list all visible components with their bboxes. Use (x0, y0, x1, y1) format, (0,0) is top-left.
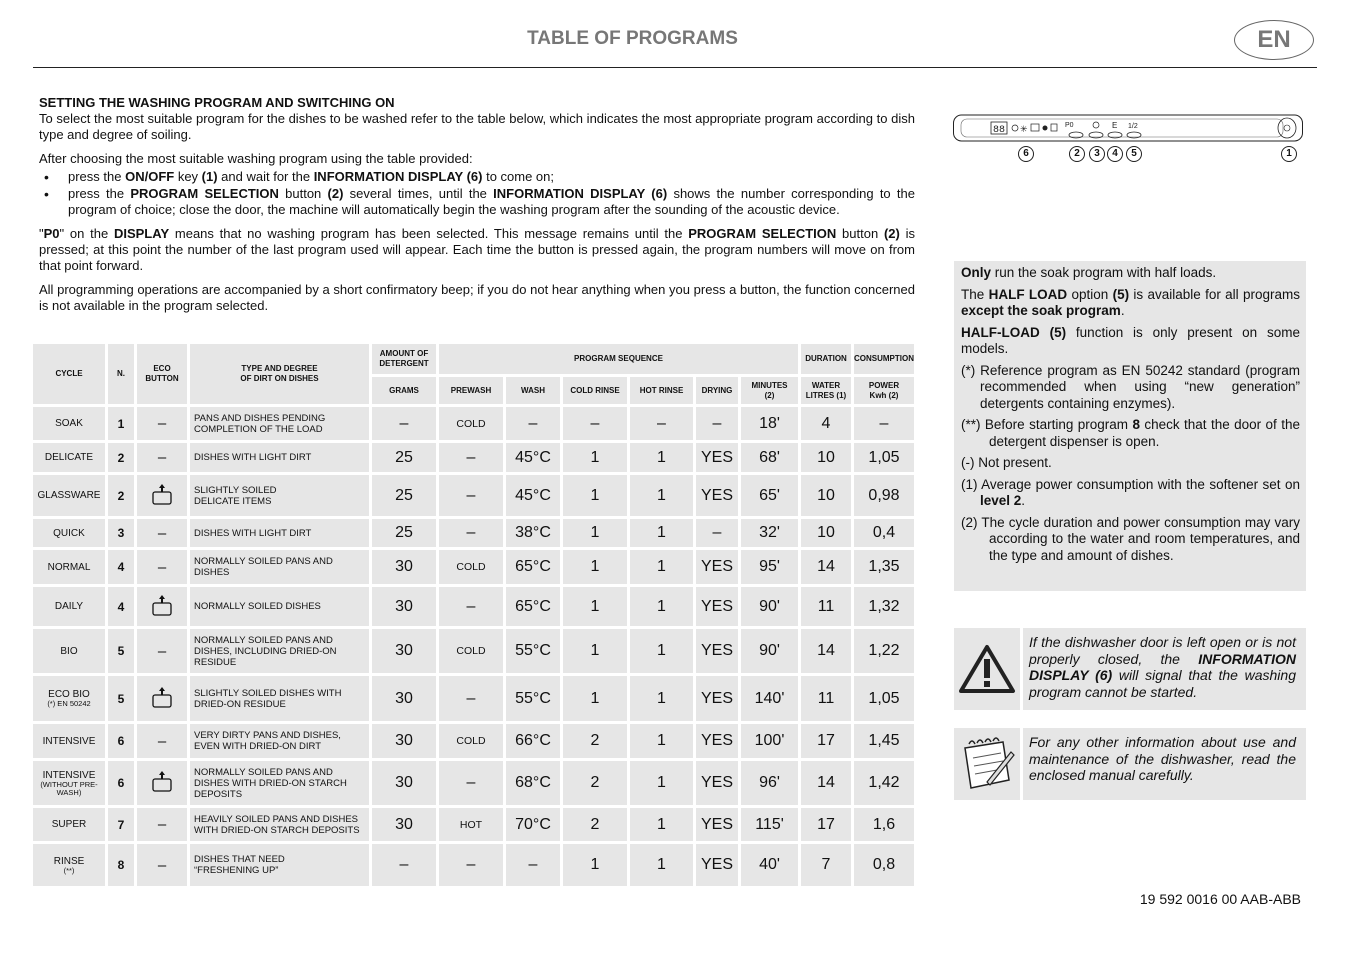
hot-rinse-cell: 1 (630, 724, 693, 758)
document-code: 19 592 0016 00 AAB-ABB (1139, 891, 1301, 907)
callout-number: 4 (1107, 146, 1123, 162)
water-cell: 11 (801, 676, 851, 721)
wash-cell: 70°C (506, 808, 560, 841)
eco-button-icon (151, 493, 173, 510)
svg-text:88: 88 (993, 125, 1006, 136)
prewash-cell: – (439, 475, 503, 516)
instruction-list (39, 169, 915, 218)
cold-rinse-cell: 2 (563, 724, 627, 758)
eco-cell (137, 676, 187, 721)
description-cell: NORMALLY SOILED PANS AND DISHES (190, 550, 369, 584)
hot-rinse-cell: 1 (630, 475, 693, 516)
table-row (33, 519, 914, 547)
cycle-cell: ECO BIO (*) EN 50242 (33, 676, 105, 721)
cold-rinse-cell: 1 (563, 550, 627, 584)
grams-cell: 25 (372, 519, 436, 547)
section-heading: SETTING THE WASHING PROGRAM AND SWITCHING ON (39, 95, 395, 110)
number-cell: 4 (108, 550, 134, 584)
hot-rinse-cell: 1 (630, 550, 693, 584)
header-cycle: CYCLE (33, 344, 105, 404)
cold-rinse-cell: 2 (563, 808, 627, 841)
drying-cell: YES (696, 808, 738, 841)
number-cell: 5 (108, 629, 134, 673)
minutes-cell: 18' (741, 407, 798, 440)
callout-number: 3 (1089, 146, 1105, 162)
eco-cell (137, 761, 187, 805)
wash-cell: – (506, 844, 560, 886)
table-row (33, 676, 914, 721)
intro-paragraph: After choosing the most suitable washing program using the table provided: (39, 151, 473, 166)
minutes-cell: 65' (741, 475, 798, 516)
callout-number: 6 (1018, 146, 1034, 162)
programs-table (30, 341, 917, 889)
cycle-cell: QUICK (33, 519, 105, 547)
cycle-cell: INTENSIVE (33, 724, 105, 758)
number-cell: 6 (108, 761, 134, 805)
header-drying: DRYING (696, 377, 738, 404)
eco-button-icon (151, 696, 173, 713)
header-sequence: PROGRAM SEQUENCE (439, 344, 798, 374)
header-wash: WASH (506, 377, 560, 404)
hot-rinse-cell: 1 (630, 844, 693, 886)
cold-rinse-cell: 1 (563, 519, 627, 547)
hot-rinse-cell: 1 (630, 629, 693, 673)
water-cell: 10 (801, 443, 851, 472)
number-cell: 6 (108, 724, 134, 758)
svg-text:P0: P0 (1065, 122, 1074, 129)
power-cell: 1,42 (854, 761, 914, 805)
note: (2) The cycle duration and power consumption may vary according to the water and room temperatures, and the type and amount of dishes. (961, 514, 1300, 563)
description-cell: DISHES THAT NEED “FRESHENING UP” (190, 844, 369, 886)
eco-cell (137, 587, 187, 626)
cycle-cell: SOAK (33, 407, 105, 440)
eco-button-icon (151, 780, 173, 797)
intro-paragraph: To select the most suitable program for the dishes to be washed refer to the table below, which indicates the most appropriate program according to dish type and degree of soiling. (39, 111, 915, 142)
language-badge: EN (1234, 20, 1314, 60)
minutes-cell: 96' (741, 761, 798, 805)
table-row (33, 407, 914, 440)
grams-cell: 30 (372, 761, 436, 805)
drying-cell: YES (696, 550, 738, 584)
water-cell: 10 (801, 519, 851, 547)
table-row (33, 443, 914, 472)
number-cell: 8 (108, 844, 134, 886)
minutes-cell: 32' (741, 519, 798, 547)
number-cell: 5 (108, 676, 134, 721)
water-cell: 14 (801, 550, 851, 584)
cold-rinse-cell: 1 (563, 844, 627, 886)
wash-cell: 66°C (506, 724, 560, 758)
header-amount: AMOUNT OF DETERGENT (372, 344, 436, 374)
eco-cell: – (137, 407, 187, 440)
header-eco: ECO BUTTON (137, 344, 187, 404)
cold-rinse-cell: 1 (563, 629, 627, 673)
header-number: N. (108, 344, 134, 404)
drying-cell: YES (696, 629, 738, 673)
description-cell: NORMALLY SOILED PANS AND DISHES WITH DRIED-ON STARCH DEPOSITS (190, 761, 369, 805)
drying-cell: – (696, 407, 738, 440)
prewash-cell: – (439, 844, 503, 886)
drying-cell: YES (696, 587, 738, 626)
water-cell: 14 (801, 761, 851, 805)
svg-text:1/2: 1/2 (1128, 123, 1138, 130)
header-prewash: PREWASH (439, 377, 503, 404)
cycle-cell: GLASSWARE (33, 475, 105, 516)
header-type: TYPE AND DEGREE OF DIRT ON DISHES (190, 344, 369, 404)
wash-cell: 65°C (506, 587, 560, 626)
svg-text:✳: ✳ (1020, 124, 1028, 134)
power-cell: 1,6 (854, 808, 914, 841)
cold-rinse-cell: 1 (563, 676, 627, 721)
intro-paragraph: "P0" on the DISPLAY means that no washing program has been selected. This message remains until the PROGRAM SELECTION button (2) is pressed; at this point the number of the last program used will appear. Each time the button is pressed again, the program numbers will move on from that point forward. (39, 226, 915, 273)
wash-cell: 45°C (506, 475, 560, 516)
prewash-cell: COLD (439, 407, 503, 440)
hot-rinse-cell: 1 (630, 587, 693, 626)
cycle-cell: DAILY (33, 587, 105, 626)
warning-box (954, 628, 1306, 710)
grams-cell: – (372, 407, 436, 440)
minutes-cell: 95' (741, 550, 798, 584)
number-cell: 2 (108, 443, 134, 472)
grams-cell: 25 (372, 443, 436, 472)
cycle-cell: INTENSIVE (WITHOUT PRE-WASH) (33, 761, 105, 805)
note: (1) Average power consumption with the softener set on level 2. (961, 476, 1300, 508)
note: (*) Reference program as EN 50242 standard (program recommended when using “new generation” detergents containing enzymes). (961, 362, 1300, 411)
number-cell: 2 (108, 475, 134, 516)
cycle-cell: SUPER (33, 808, 105, 841)
header-water: WATER LITRES (1) (801, 377, 851, 404)
cold-rinse-cell: 1 (563, 587, 627, 626)
power-cell: 1,22 (854, 629, 914, 673)
eco-cell: – (137, 550, 187, 584)
notepad-icon (954, 728, 1020, 800)
eco-cell: – (137, 724, 187, 758)
grams-cell: 30 (372, 808, 436, 841)
control-panel-illustration (953, 114, 1303, 144)
grams-cell: 25 (372, 475, 436, 516)
description-cell: PANS AND DISHES PENDING COMPLETION OF THE LOAD (190, 407, 369, 440)
eco-button-icon (151, 604, 173, 621)
intro-paragraph: All programming operations are accompanied by a short confirmatory beep; if you do not hear anything when you press a button, the function concerned is not available in the program selected. (39, 282, 915, 313)
header-minutes: MINUTES (2) (741, 377, 798, 404)
eco-cell: – (137, 808, 187, 841)
warning-text: If the dishwasher door is left open or is not properly closed, the INFORMATION DISPLAY (6) will signal that the washing program cannot be started. (1023, 628, 1306, 710)
table-row (33, 761, 914, 805)
info-text: For any other information about use and maintenance of the dishwasher, read the enclosed manual carefully. (1023, 728, 1306, 800)
grams-cell: 30 (372, 629, 436, 673)
description-cell: SLIGHTLY SOILED DELICATE ITEMS (190, 475, 369, 516)
number-cell: 4 (108, 587, 134, 626)
grams-cell: 30 (372, 587, 436, 626)
drying-cell: YES (696, 844, 738, 886)
header-power: POWER Kwh (2) (854, 377, 914, 404)
list-item: • press the ON/OFF key (1) and wait for the INFORMATION DISPLAY (6) to come on; (39, 169, 915, 185)
prewash-cell: HOT (439, 808, 503, 841)
minutes-cell: 115' (741, 808, 798, 841)
wash-cell: 55°C (506, 629, 560, 673)
eco-cell: – (137, 519, 187, 547)
number-cell: 7 (108, 808, 134, 841)
hot-rinse-cell: 1 (630, 761, 693, 805)
header-rule (33, 67, 1317, 68)
description-cell: HEAVILY SOILED PANS AND DISHES WITH DRIED-ON STARCH DEPOSITS (190, 808, 369, 841)
wash-cell: 55°C (506, 676, 560, 721)
power-cell: 1,35 (854, 550, 914, 584)
page-title: TABLE OF PROGRAMS (527, 28, 738, 49)
prewash-cell: – (439, 587, 503, 626)
water-cell: 10 (801, 475, 851, 516)
cycle-cell: BIO (33, 629, 105, 673)
cold-rinse-cell: 1 (563, 443, 627, 472)
note: The HALF LOAD option (5) is available for all programs except the soak program. (961, 286, 1300, 318)
note: (-) Not present. (961, 455, 1052, 470)
eco-cell (137, 475, 187, 516)
wash-cell: 45°C (506, 443, 560, 472)
cold-rinse-cell: – (563, 407, 627, 440)
prewash-cell: – (439, 761, 503, 805)
minutes-cell: 40' (741, 844, 798, 886)
number-cell: 1 (108, 407, 134, 440)
description-cell: NORMALLY SOILED PANS AND DISHES, INCLUDING DRIED-ON RESIDUE (190, 629, 369, 673)
info-box (954, 728, 1306, 800)
callout-number: 2 (1069, 146, 1085, 162)
grams-cell: 30 (372, 676, 436, 721)
warning-icon (954, 628, 1020, 710)
table-row (33, 629, 914, 673)
water-cell: 4 (801, 407, 851, 440)
grams-cell: – (372, 844, 436, 886)
callout-number: 5 (1126, 146, 1142, 162)
header-cold-rinse: COLD RINSE (563, 377, 627, 404)
table-row (33, 587, 914, 626)
drying-cell: YES (696, 475, 738, 516)
minutes-cell: 90' (741, 629, 798, 673)
prewash-cell: COLD (439, 550, 503, 584)
wash-cell: 68°C (506, 761, 560, 805)
list-item: • press the PROGRAM SELECTION button (2) several times, until the INFORMATION DISPLAY (6) shows the number corresponding to the program of choice; close the door, the machine will automatically begin the washing program after the sounding of the acoustic device. (39, 186, 915, 218)
power-cell: 0,98 (854, 475, 914, 516)
wash-cell: 38°C (506, 519, 560, 547)
description-cell: NORMALLY SOILED DISHES (190, 587, 369, 626)
hot-rinse-cell: 1 (630, 676, 693, 721)
table-row (33, 475, 914, 516)
minutes-cell: 100' (741, 724, 798, 758)
callout-number: 1 (1281, 146, 1297, 162)
water-cell: 17 (801, 808, 851, 841)
minutes-cell: 140' (741, 676, 798, 721)
power-cell: 1,05 (854, 443, 914, 472)
drying-cell: YES (696, 761, 738, 805)
notes-box (954, 261, 1306, 591)
wash-cell: – (506, 407, 560, 440)
water-cell: 11 (801, 587, 851, 626)
power-cell: 1,45 (854, 724, 914, 758)
hot-rinse-cell: – (630, 407, 693, 440)
table-row (33, 550, 914, 584)
prewash-cell: COLD (439, 629, 503, 673)
minutes-cell: 90' (741, 587, 798, 626)
description-cell: VERY DIRTY PANS AND DISHES, EVEN WITH DRIED-ON DIRT (190, 724, 369, 758)
description-cell: DISHES WITH LIGHT DIRT (190, 519, 369, 547)
note: (**) Before starting program 8 check that the door of the detergent dispenser is open. (961, 417, 1300, 449)
svg-text:E: E (1112, 121, 1118, 130)
water-cell: 14 (801, 629, 851, 673)
header-consumption: CONSUMPTION (854, 344, 914, 374)
power-cell: 1,05 (854, 676, 914, 721)
power-cell: 1,32 (854, 587, 914, 626)
hot-rinse-cell: 1 (630, 808, 693, 841)
prewash-cell: – (439, 443, 503, 472)
water-cell: 17 (801, 724, 851, 758)
header-duration: DURATION (801, 344, 851, 374)
note: HALF-LOAD (5) function is only present on some models. (961, 324, 1300, 356)
cycle-cell: NORMAL (33, 550, 105, 584)
drying-cell: YES (696, 443, 738, 472)
note: Only run the soak program with half loads. (961, 265, 1217, 280)
table-row (33, 844, 914, 886)
water-cell: 7 (801, 844, 851, 886)
drying-cell: – (696, 519, 738, 547)
hot-rinse-cell: 1 (630, 519, 693, 547)
wash-cell: 65°C (506, 550, 560, 584)
drying-cell: YES (696, 676, 738, 721)
eco-cell: – (137, 844, 187, 886)
eco-cell: – (137, 629, 187, 673)
intro-section (39, 95, 915, 322)
prewash-cell: – (439, 519, 503, 547)
prewash-cell: – (439, 676, 503, 721)
description-cell: SLIGHTLY SOILED DISHES WITH DRIED-ON RESIDUE (190, 676, 369, 721)
prewash-cell: COLD (439, 724, 503, 758)
cold-rinse-cell: 2 (563, 761, 627, 805)
hot-rinse-cell: 1 (630, 443, 693, 472)
eco-cell: – (137, 443, 187, 472)
grams-cell: 30 (372, 724, 436, 758)
table-row (33, 808, 914, 841)
power-cell: 0,4 (854, 519, 914, 547)
header-hot-rinse: HOT RINSE (630, 377, 693, 404)
cycle-cell: RINSE (**) (33, 844, 105, 886)
cold-rinse-cell: 1 (563, 475, 627, 516)
description-cell: DISHES WITH LIGHT DIRT (190, 443, 369, 472)
power-cell: – (854, 407, 914, 440)
drying-cell: YES (696, 724, 738, 758)
cycle-cell: DELICATE (33, 443, 105, 472)
grams-cell: 30 (372, 550, 436, 584)
header-grams: GRAMS (372, 377, 436, 404)
number-cell: 3 (108, 519, 134, 547)
table-row (33, 724, 914, 758)
minutes-cell: 68' (741, 443, 798, 472)
power-cell: 0,8 (854, 844, 914, 886)
